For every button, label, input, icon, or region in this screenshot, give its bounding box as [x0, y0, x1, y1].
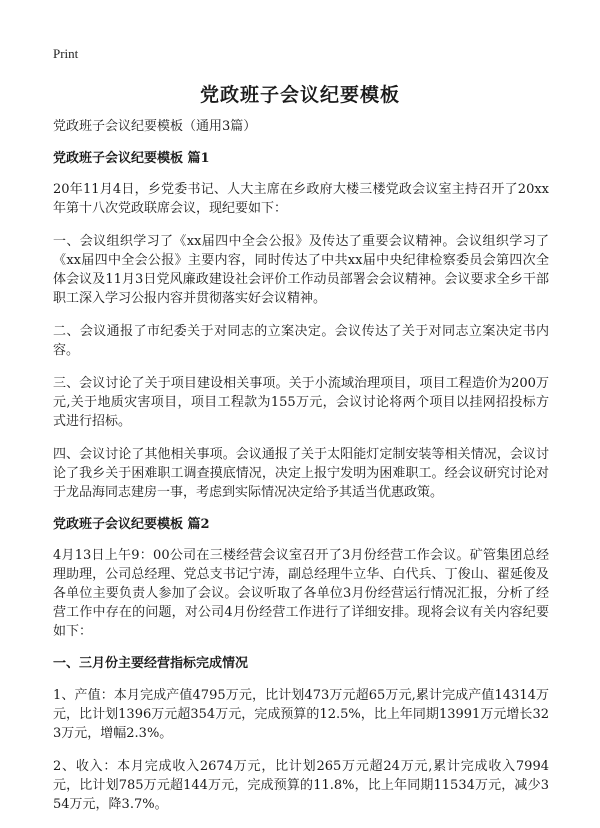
list-item: 2、收入：本月完成收入2674万元，比计划265万元超24万元,累计完成收入7994元，比计划785万元超144万元，完成预算的11.8%，比上年同期11534万元，减少354万元，降3.7%。 — [53, 759, 549, 812]
paragraph: 20年11月4日，乡党委书记、人大主席在乡政府大楼三楼党政会议室主持召开了20xx年第十八次党政联席会议，现纪要如下： — [53, 182, 549, 216]
document-subtitle: 党政班子会议纪要模板（通用3篇） — [53, 119, 257, 134]
sub-heading: 一、三月份主要经营指标完成情况 — [53, 656, 249, 671]
paragraph: 一、会议组织学习了《xx届四中全会公报》及传达了重要会议精神。会议组织学习了《xx届四中全会公报》主要内容，同时传达了中共xx届中央纪律检察委员会第四次全体会议及11月3日党风廉政建设社会评价工作动员部署会会议精神。会议要求全乡干部职工深入学习公报内容并贯彻落实好会议精神。 — [53, 234, 549, 306]
section-heading: 党政班子会议纪要模板 篇2 — [53, 517, 210, 532]
document-body — [53, 118, 549, 828]
print-link[interactable]: Print — [53, 46, 79, 61]
paragraph: 四、会议讨论了其他相关事项。会议通报了关于太阳能灯定制安装等相关情况，会议讨论了我乡关于困难职工调查摸底情况，决定上报宁发明为困难职工。经会议研究讨论对于龙品海同志建房一事，考虑到实际情况决定给予其适当优惠政策。 — [53, 447, 549, 500]
section-heading: 党政班子会议纪要模板 篇1 — [53, 151, 210, 166]
paragraph: 4月13日上午9：00公司在三楼经营会议室召开了3月份经营工作会议。矿管集团总经理助理，公司总经理、党总支书记宁涛，副总经理牛立华、白代兵、丁俊山、翟延俊及各单位主要负责人参加了会议。会议听取了各单位3月份经营运行情况汇报，分析了经营工作中存在的问题，对公司4月份经营工作进行了详细安排。现将会议有关内容纪要如下： — [53, 548, 549, 639]
page-title: 党政班子会议纪要模板 — [199, 84, 400, 106]
list-item: 1、产值：本月完成产值4795万元，比计划473万元超65万元,累计完成产值14314万元，比计划1396万元超354万元，完成预算的12.5%，比上年同期13991万元增长323万元，增幅2.3%。 — [53, 688, 549, 741]
paragraph: 三、会议讨论了关于项目建设相关事项。关于小流域治理项目，项目工程造价为200万元,关于地质灾害项目，项目工程款为155万元，会议讨论将两个项目以挂网招投标方式进行招标。 — [53, 376, 549, 429]
paragraph: 二、会议通报了市纪委关于对同志的立案决定。会议传达了关于对同志立案决定书内容。 — [53, 324, 549, 358]
